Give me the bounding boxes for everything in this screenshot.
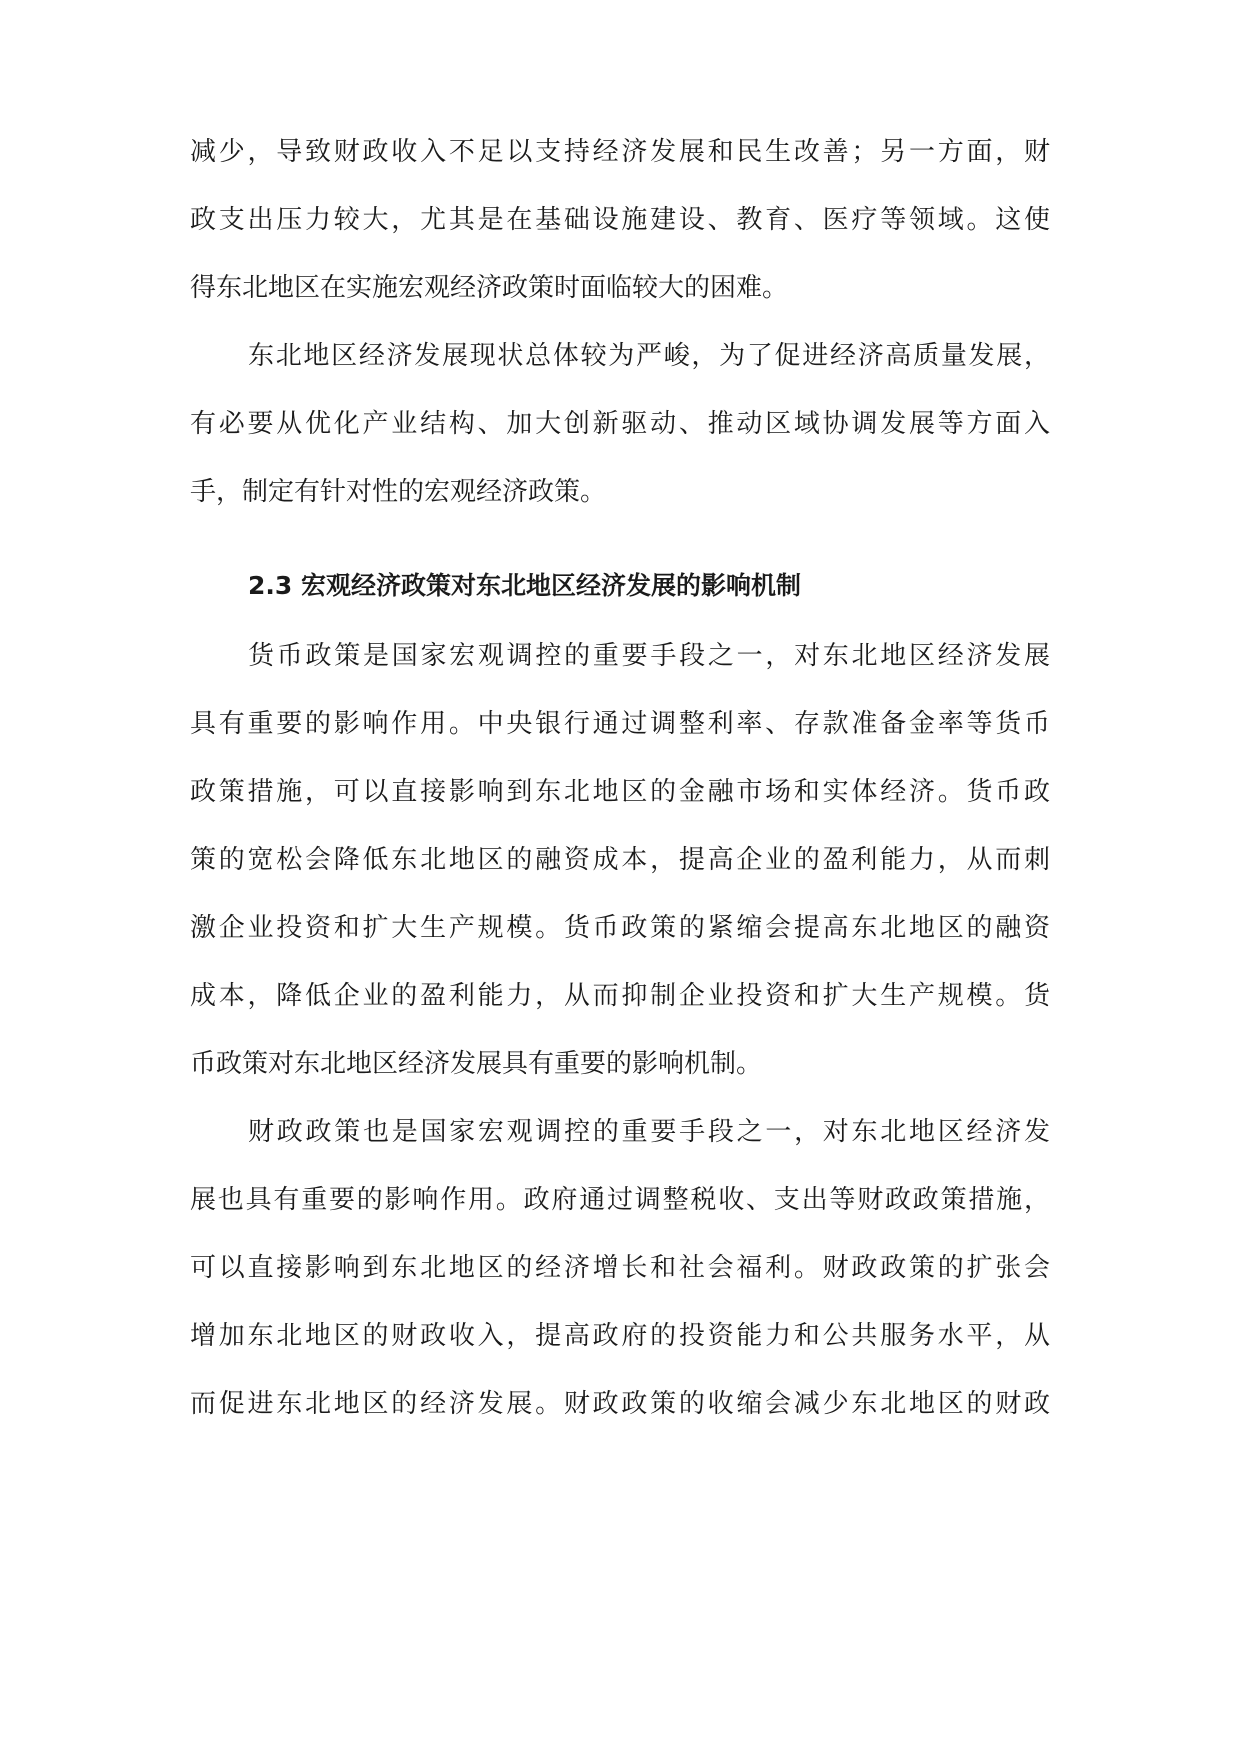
paragraph-line: 具有重要的影响作用。中央银行通过调整利率、存款准备金率等货币 — [190, 709, 1050, 739]
paragraph-line: 东北地区经济发展现状总体较为严峻，为了促进经济高质量发展， — [248, 341, 1050, 371]
paragraph-line: 币政策对东北地区经济发展具有重要的影响机制。 — [190, 1049, 763, 1079]
paragraph-line: 展也具有重要的影响作用。政府通过调整税收、支出等财政政策措施， — [190, 1185, 1050, 1215]
paragraph-line: 有必要从优化产业结构、加大创新驱动、推动区域协调发展等方面入 — [190, 409, 1050, 439]
paragraph-line: 增加东北地区的财政收入，提高政府的投资能力和公共服务水平，从 — [190, 1321, 1050, 1351]
paragraph-line: 政支出压力较大，尤其是在基础设施建设、教育、医疗等领域。这使 — [190, 205, 1050, 235]
section-heading: 2.3 宏观经济政策对东北地区经济发展的影响机制 — [248, 571, 801, 600]
paragraph-line: 财政政策也是国家宏观调控的重要手段之一，对东北地区经济发 — [248, 1117, 1050, 1147]
paragraph-line: 减少，导致财政收入不足以支持经济发展和民生改善；另一方面，财 — [190, 137, 1050, 167]
paragraph-line: 政策措施，可以直接影响到东北地区的金融市场和实体经济。货币政 — [190, 777, 1050, 807]
paragraph-line: 可以直接影响到东北地区的经济增长和社会福利。财政政策的扩张会 — [190, 1253, 1050, 1283]
paragraph-line: 而促进东北地区的经济发展。财政政策的收缩会减少东北地区的财政 — [190, 1389, 1050, 1419]
paragraph-line: 激企业投资和扩大生产规模。货币政策的紧缩会提高东北地区的融资 — [190, 913, 1050, 943]
paragraph-line: 手，制定有针对性的宏观经济政策。 — [190, 477, 607, 507]
paragraph-line: 策的宽松会降低东北地区的融资成本，提高企业的盈利能力，从而刺 — [190, 845, 1050, 875]
paragraph-line: 货币政策是国家宏观调控的重要手段之一，对东北地区经济发展 — [248, 641, 1050, 671]
paragraph-line: 成本，降低企业的盈利能力，从而抑制企业投资和扩大生产规模。货 — [190, 981, 1050, 1011]
paragraph-line: 得东北地区在实施宏观经济政策时面临较大的困难。 — [190, 273, 789, 303]
